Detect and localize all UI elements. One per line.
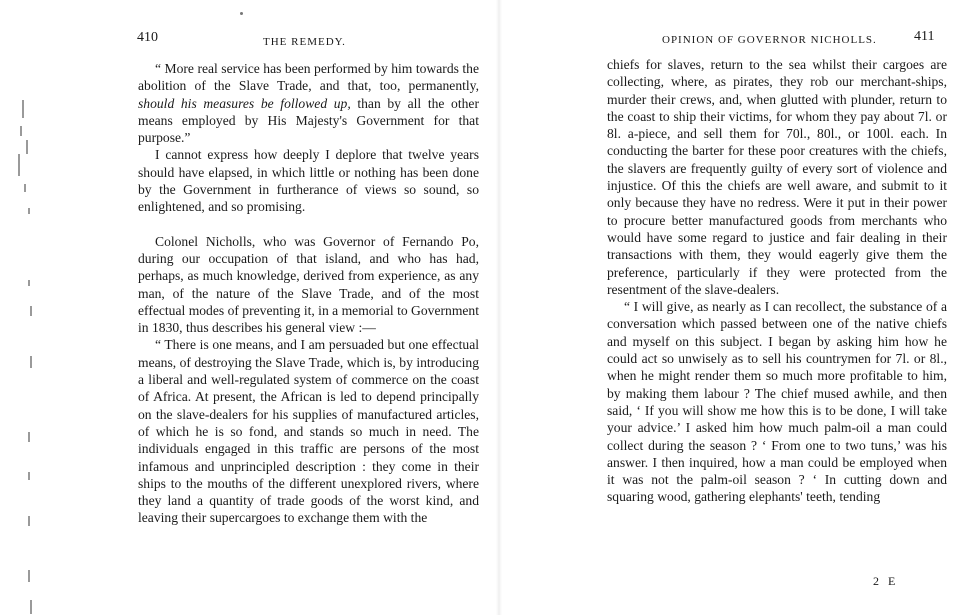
text-run: Colonel Nicholls, who was Governor of Fernando Po, during our occupation of that island, and who has had, perhaps, as much knowledge, derived from experience, as any man, of the nature of the Slave Trade, and of the most effectual modes of preventing it, in a memorial to Government in 1830, thus describes his general view :— <box>138 233 479 336</box>
right-text-column <box>607 56 947 506</box>
left-text-column <box>138 60 479 527</box>
paragraph <box>607 56 947 298</box>
page-edge-marks <box>8 80 38 615</box>
text-run: chiefs for slaves, return to the sea whilst their cargoes are collecting, where, as pirates, they rob our merchant-ships, murder their crews, and, when glutted with plunder, return to the coast to ship their victims, for whom they pay about 7l. or 8l. a-piece, and sell them for 70l., 80l., or 100l. each. In conducting the barter for these poor creatures with the chiefs, the slavers are frequently guilty of every sort of violence and injustice. Of this the chiefs are well aware, and submit to it only because they have no redress. Were it put in their power to procure better manufactured goods from merchants who would have some regard to justice and fair dealing in their transactions with them, they would eagerly give them the preference, particularly if they were protected from the resentment of the slave-dealers. <box>607 57 947 297</box>
paragraph <box>138 60 479 146</box>
text-run: “ I will give, as nearly as I can recollect, the substance of a conversation which passed between one of the native chiefs and myself on this subject. I began by asking him how he could act so unwisely as to sell his countrymen for 7l. or 8l., when he might render them so much more profitable to him, by making them labour ? The chief mused awhile, and then said, ‘ If you will show me how this is to be done, I will take your advice.’ I asked him how much palm-oil a man could collect during the season ? ‘ From one to two tuns,’ was his answer. I then inquired, how a man could be employed when it was not the palm-oil season ? ‘ In cutting down and squaring wood, gathering elephants' teeth, tending <box>607 299 947 505</box>
paragraph <box>138 146 479 215</box>
italic-text: should his measures be followed up, <box>138 95 351 111</box>
running-head: OPINION OF GOVERNOR NICHOLLS. <box>662 34 877 46</box>
signature-mark: 2 E <box>873 574 899 588</box>
text-run: than by all the other means employed by His Majesty's Government for that purpose.” <box>138 95 479 146</box>
paragraph <box>138 336 479 526</box>
text-run: “ More real service has been performed by him towards the abolition of the Slave Trade, and that, too, permanently, <box>138 61 479 94</box>
text-run: I cannot express how deeply I deplore that twelve years should have elapsed, in which little or nothing has been done by the Government in furtherance of views so sound, so enlightened, and so promising. <box>138 147 479 215</box>
page-number: 411 <box>914 29 935 44</box>
text-run: “ There is one means, and I am persuaded but one effectual means, of destroying the Slave Trade, which is, by introducing a liberal and well-regulated system of commerce on the coast of Africa. At present, the African is led to depend principally on the slave-dealers for his supplies of manufactured articles, of which he is so fond, and stands so much in need. The individuals engaged in this traffic are persons of the most infamous and unprincipled description : they come in their ships to the mouths of the different unexplored rivers, where they land a quantity of trade goods of the worst kind, and leaving their supercargoes to exchange them with the <box>138 337 479 526</box>
page-number: 410 <box>137 30 158 45</box>
paragraph <box>138 233 479 337</box>
running-head: THE REMEDY. <box>263 36 346 48</box>
right-page <box>500 0 980 615</box>
paragraph <box>607 298 947 506</box>
